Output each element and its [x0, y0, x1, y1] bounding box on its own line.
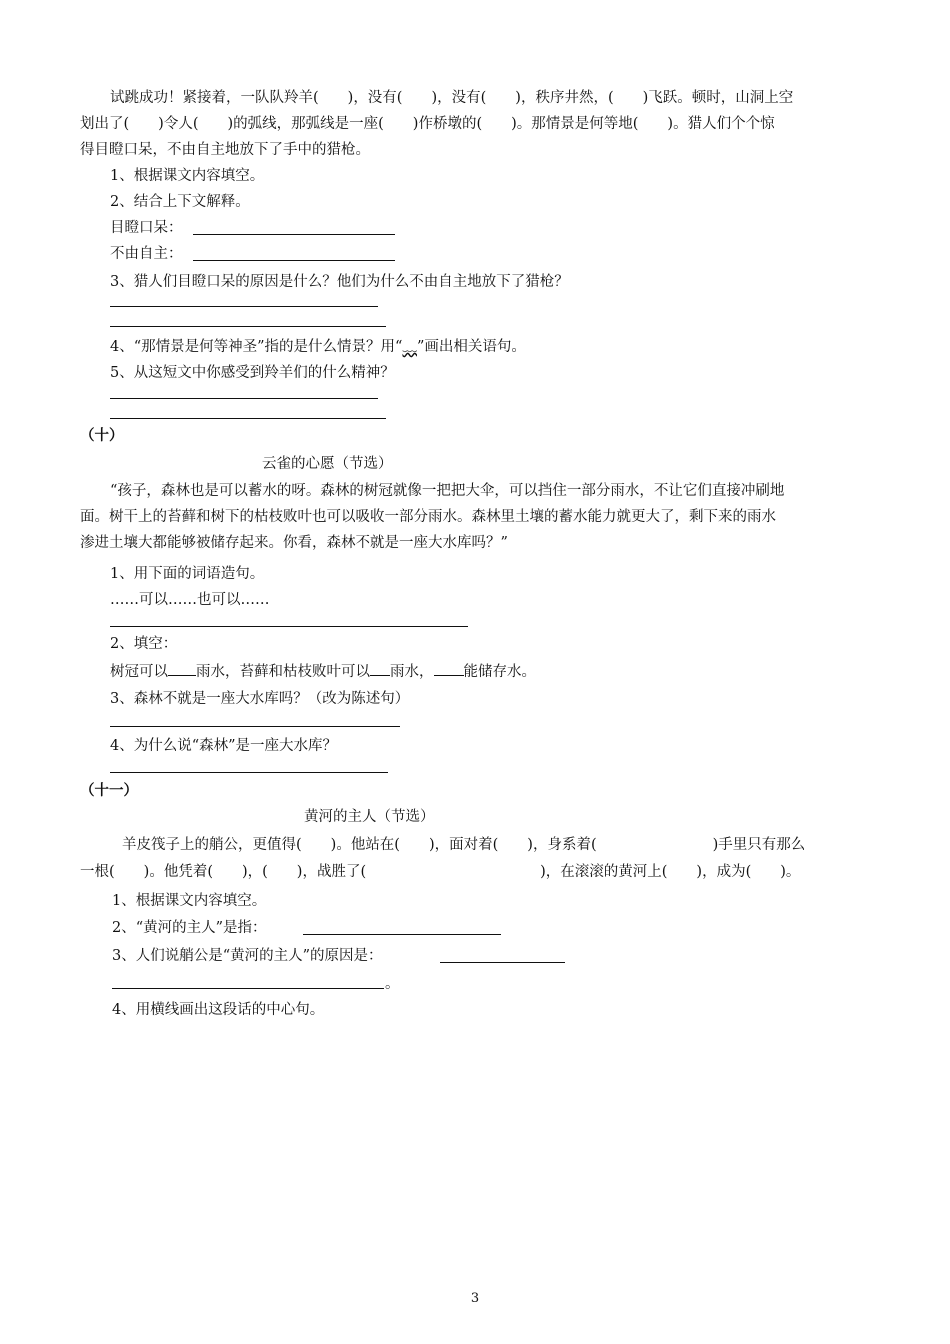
s11-label: （十一） — [80, 782, 138, 799]
blank[interactable] — [168, 661, 196, 676]
answer-line[interactable] — [110, 626, 468, 627]
s9-question-2: 2、结合上下文解释。 — [110, 194, 250, 210]
s11-question-2: 2、“黄河的主人”是指： — [112, 920, 267, 936]
s9-passage-line-2: 划出了( )令人( )的弧线，那弧线是一座( )作桥墩的( )。那情景是何等地( )。猎人们个个惊 — [80, 116, 775, 132]
blank[interactable] — [434, 661, 464, 676]
answer-line[interactable] — [303, 934, 501, 935]
s11-question-3: 3、人们说艄公是“黄河的主人”的原因是： — [112, 948, 383, 964]
answer-line[interactable] — [110, 726, 400, 727]
s9-passage-line-1: 试跳成功！紧接着，一队队羚羊( )，没有( )，没有( )，秩序井然，( )飞跃。顿时，山洞上空 — [110, 90, 794, 106]
s11-title: 黄河的主人（节选） — [304, 809, 435, 825]
answer-line[interactable] — [110, 326, 386, 327]
s9-question-1: 1、根据课文内容填空。 — [110, 168, 265, 184]
s9-word-1: 目瞪口呆： — [110, 220, 183, 236]
s10-passage-line-3: 渗进土壤大都能够被储存起来。你看，森林不就是一座大水库吗？” — [80, 535, 508, 551]
answer-line[interactable] — [193, 260, 395, 261]
s9-question-3: 3、猎人们目瞪口呆的原因是什么？他们为什么不由自主地放下了猎枪？ — [110, 274, 569, 290]
answer-line[interactable] — [110, 772, 388, 773]
answer-line[interactable] — [112, 988, 384, 989]
blank[interactable] — [370, 661, 390, 676]
answer-line[interactable] — [193, 234, 395, 235]
s11-question-3-end: 。 — [385, 976, 400, 992]
s9-word-2: 不由自主： — [110, 246, 183, 262]
wavy-line-mark: ﹏ — [402, 339, 417, 355]
s10-title: 云雀的心愿（节选） — [262, 456, 393, 472]
s11-question-4: 4、用横线画出这段话的中心句。 — [112, 1002, 325, 1018]
s11-passage-line-1: 羊皮筏子上的艄公，更值得( )。他站在( )，面对着( )，身系着( )手里只有那么 — [122, 837, 806, 853]
s9-passage-line-3: 得目瞪口呆，不由自主地放下了手中的猎枪。 — [80, 142, 370, 158]
s10-question-3: 3、森林不就是一座大水库吗？（改为陈述句） — [110, 691, 410, 707]
s10-fill-line: 树冠可以 雨水，苔藓和枯枝败叶可以 雨水， 能储存水。 — [110, 661, 536, 682]
s11-passage-line-2: 一根( )。他凭着( )，( )，战胜了( )，在滚滚的黄河上( )，成为( )。 — [80, 864, 801, 880]
answer-line[interactable] — [110, 418, 386, 419]
s10-question-1: 1、用下面的词语造句。 — [110, 566, 265, 582]
s10-question-2: 2、填空： — [110, 636, 178, 652]
answer-line[interactable] — [110, 306, 378, 307]
s9-question-5: 5、从这短文中你感受到羚羊们的什么精神？ — [110, 365, 395, 381]
s10-pattern: ……可以……也可以…… — [110, 592, 270, 608]
s10-question-4: 4、为什么说“森林”是一座大水库？ — [110, 738, 338, 754]
s11-question-1: 1、根据课文内容填空。 — [112, 893, 267, 909]
answer-line[interactable] — [110, 398, 378, 399]
s10-passage-line-2: 面。树干上的苔藓和树下的枯枝败叶也可以吸收一部分雨水。森林里土壤的蓄水能力就更大了，剩下来的雨水 — [80, 509, 776, 525]
page-number: 3 — [470, 1291, 480, 1306]
s9-question-4: 4、“那情景是何等神圣”指的是什么情景？用“﹏”画出相关语句。 — [110, 339, 526, 355]
s10-label: （十） — [80, 427, 124, 444]
answer-line[interactable] — [440, 962, 565, 963]
s10-passage-line-1: “孩子，森林也是可以蓄水的呀。森林的树冠就像一把把大伞，可以挡住一部分雨水，不让它们直接冲刷地 — [110, 483, 785, 499]
